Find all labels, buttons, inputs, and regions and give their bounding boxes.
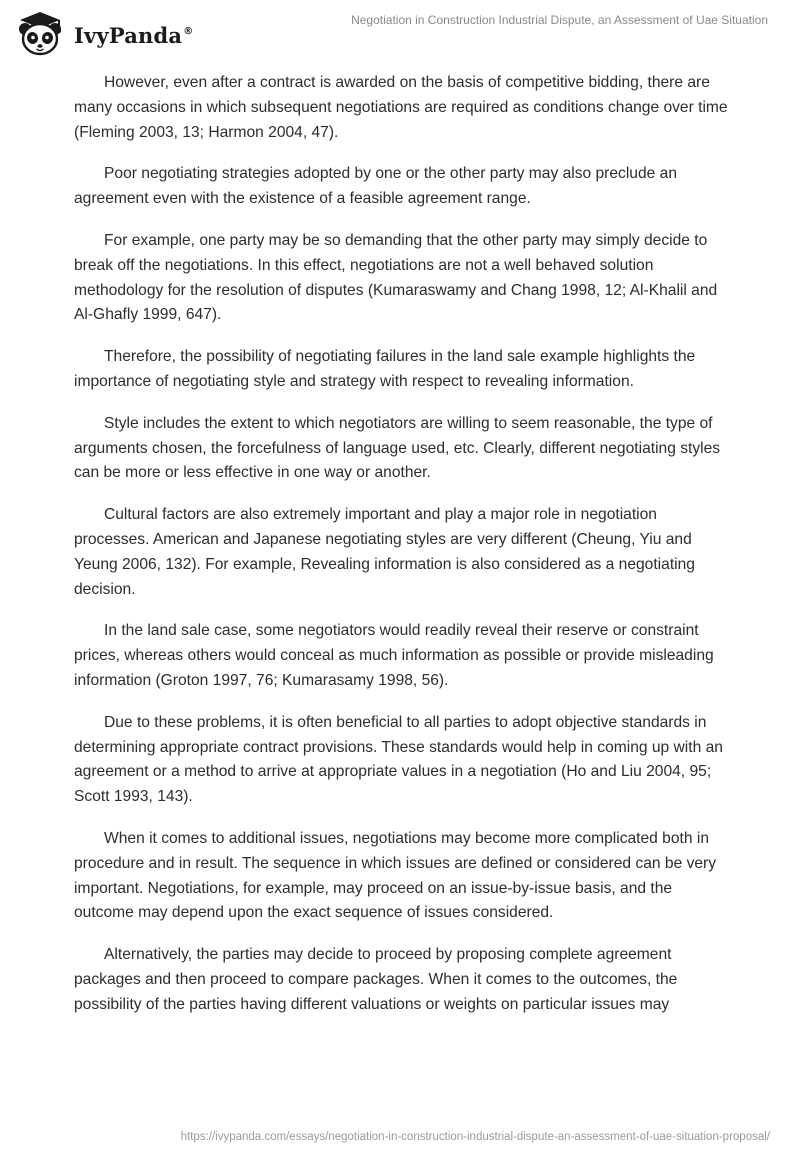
paragraph: Cultural factors are also extremely important and play a major role in negotiation processes. American and Japanese negotiating styles are very different (Cheung, Yiu and Yeung 2006, 132). For example, Revealing information is also considered as a negotiating decision. bbox=[74, 506, 695, 598]
document-title: Negotiation in Construction Industrial Dispute, an Assessment of Uae Situation bbox=[351, 13, 768, 27]
paragraph: Therefore, the possibility of negotiating failures in the land sale example highlights the importance of negotiating style and strategy with respect to revealing information. bbox=[74, 348, 696, 390]
paragraph: In the land sale case, some negotiators would readily reveal their reserve or constraint prices, whereas others would conceal as much information as possible or provide misleading information (Groton 1997, 76; Kumarasamy 1998, 56). bbox=[74, 622, 714, 689]
registered-mark: ® bbox=[183, 25, 194, 37]
paragraph: Due to these problems, it is often beneficial to all parties to adopt objective standards in determining appropriate contract provisions. These standards would help in coming up with an agreement or a method to arrive at appropriate values in a negotiation (Ho and Liu 2004, 95; Scott 1993, 143). bbox=[74, 713, 723, 806]
brand-logo[interactable] bbox=[14, 8, 193, 58]
brand-name: IvyPanda® bbox=[74, 22, 194, 48]
panda-graduate-icon bbox=[14, 10, 66, 56]
source-url[interactable]: https://ivypanda.com/essays/negotiation-in-construction-industrial-dispute-an-assessment-of-uae-situation-proposal/ bbox=[180, 1131, 770, 1143]
page-header bbox=[0, 0, 800, 60]
paragraph: When it comes to additional issues, negotiations may become more complicated both in procedure and in result. The sequence in which issues are defined or considered can be very important. Negotiations, for example, may proceed on an issue-by-issue basis, and the outcome may depend upon the exact sequence of issues considered. bbox=[74, 829, 717, 922]
paragraph: However, even after a contract is awarded on the basis of competitive bidding, there are many occasions in which subsequent negotiations are required as conditions change over time (Fleming 2003, 13; Harmon 2004, 47). bbox=[74, 74, 728, 141]
paragraph: Poor negotiating strategies adopted by one or the other party may also preclude an agreement even with the existence of a feasible agreement range. bbox=[74, 165, 678, 208]
paragraph: For example, one party may be so demanding that the other party may simply decide to break off the negotiations. In this effect, negotiations are not a well behaved solution methodology for the resolution of disputes (Kumaraswamy and Chang 1998, 12; Al-Khalil and Al-Ghafly 1999, 647). bbox=[74, 231, 718, 324]
paragraph: Alternatively, the parties may decide to proceed by proposing complete agreement packages and then proceed to compare packages. When it comes to the outcomes, the possibility of the parties having different valuations or weights on particular issues may bbox=[74, 946, 678, 1013]
essay-body bbox=[74, 71, 730, 1035]
paragraph: Style includes the extent to which negotiators are willing to seem reasonable, the type of arguments chosen, the forcefulness of language used, etc. Clearly, different negotiating styles can be more or less effective in one way or another. bbox=[74, 414, 721, 482]
